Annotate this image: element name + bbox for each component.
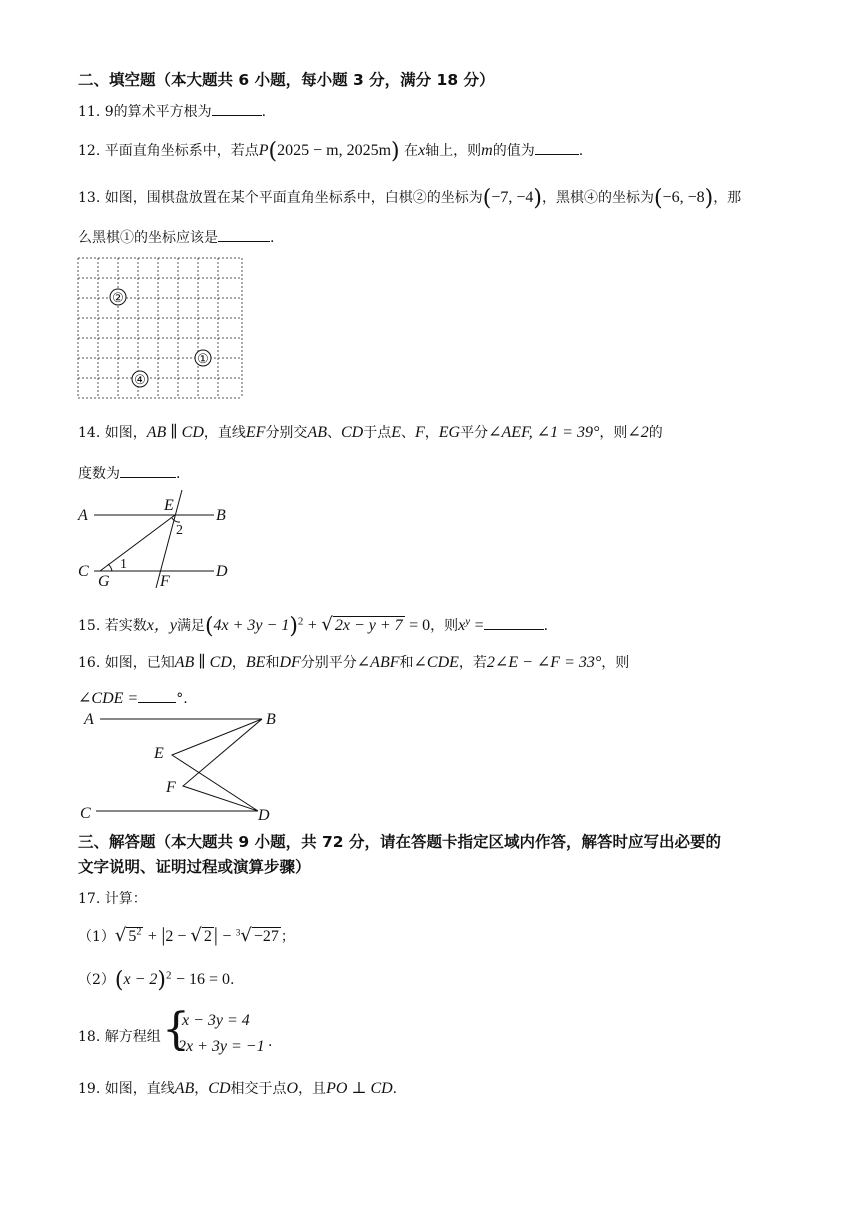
q12-answer-blank[interactable] — [535, 142, 579, 155]
svg-text:F: F — [166, 779, 176, 796]
q13-white-coord: −7, −4 — [491, 189, 534, 206]
question-13: 13. 如图，围棋盘放置在某个平面直角坐标系中，白棋②的坐标为(−7, −4)，黑棋④的坐标为(−6, −8)，那 — [78, 186, 742, 211]
question-13-line2: 么黑棋①的坐标应该是 . — [78, 230, 275, 246]
svg-text:④: ④ — [134, 372, 146, 387]
svg-text:E: E — [154, 745, 164, 762]
path-bfd — [183, 719, 262, 811]
white-stone-2 — [110, 289, 126, 305]
q13-black-coord: −6, −8 — [662, 189, 705, 206]
question-15: 15. 若实数x，y满足$(4x + 3y - 1)^2$ + √ 2x − y + 7 = 0，则$x^y$ = . — [78, 614, 549, 639]
svg-text:C: C — [80, 805, 91, 822]
q16-figure — [76, 708, 286, 824]
black-stone-4 — [132, 371, 148, 387]
q15-answer-blank[interactable] — [484, 617, 544, 630]
q14-answer-blank[interactable] — [120, 465, 176, 478]
q13-answer-blank[interactable] — [218, 229, 270, 242]
svg-text:A: A — [78, 507, 88, 524]
q16-answer-blank[interactable] — [138, 690, 176, 703]
question-18-title: 18. 解方程组 — [78, 1029, 161, 1045]
question-14-line2: 度数为 . — [78, 466, 181, 482]
q11-answer-blank[interactable] — [212, 103, 262, 116]
go-board-figure — [76, 256, 246, 402]
q18-equation-1: x − 3y = 4 — [182, 1012, 250, 1029]
question-16: 16. 如图，已知AB ∥ CD，BE和DF分别平分∠ABF和∠CDE，若2∠E − ∠F = 33°，则 — [78, 654, 630, 671]
q18-equation-2: 2x + 3y = −1 — [178, 1038, 265, 1055]
question-19: 19. 如图，直线AB，CD相交于点O，且PO ⊥ CD. — [78, 1080, 398, 1097]
question-17-title: 17. 计算： — [78, 891, 147, 907]
svg-text:D: D — [216, 563, 228, 580]
section-3-title-line2: 文字说明、证明过程或演算步骤） — [78, 858, 311, 876]
q12-coords: 2025 − m, 2025m — [277, 142, 392, 159]
question-11: 11. 9的算术平方根为 . — [78, 104, 267, 120]
svg-text:C: C — [78, 563, 89, 580]
svg-text:E: E — [164, 497, 174, 514]
question-12: 12. 平面直角坐标系中，若点P(2025 − m, 2025m) 在x轴上，则m的值为 . — [78, 139, 584, 164]
svg-text:①: ① — [197, 351, 209, 366]
question-17-part1: （1）√ $5^2 + |2$ − √ 2 | − $^3$√ −27 ； — [78, 924, 295, 946]
q14-figure — [76, 488, 246, 588]
system-brace: { — [162, 1004, 190, 1055]
black-stone-1 — [195, 350, 211, 366]
section-3-title-line1: 三、解答题（本大题共 9 小题，共 72 分，请在答题卡指定区域内作答，解答时应写出必要的 — [78, 833, 721, 851]
svg-text:②: ② — [112, 290, 124, 305]
q11-text: 11. 9的算术平方根为 — [78, 104, 212, 120]
q12-point: P — [258, 142, 269, 159]
question-17-part2: $(2)(x - 2)^2 - 16 = 0$. — [78, 968, 235, 993]
question-14: 14. 如图，AB ∥ CD，直线EF分别交AB、CD于点E、F，EG平分∠AEF, ∠1 = 39°，则∠2的 — [78, 424, 663, 441]
section-2-title: 二、填空题（本大题共 6 小题，每小题 3 分，满分 18 分） — [78, 71, 495, 89]
svg-text:F: F — [160, 573, 170, 588]
svg-text:1: 1 — [120, 557, 127, 572]
svg-text:D: D — [258, 807, 270, 824]
line-eg — [100, 515, 175, 571]
svg-text:A: A — [84, 711, 94, 728]
question-16-line2: ∠CDE = °. — [78, 690, 188, 707]
svg-text:G: G — [98, 573, 110, 588]
svg-text:2: 2 — [176, 523, 183, 538]
svg-text:B: B — [216, 507, 226, 524]
svg-text:B: B — [266, 711, 276, 728]
